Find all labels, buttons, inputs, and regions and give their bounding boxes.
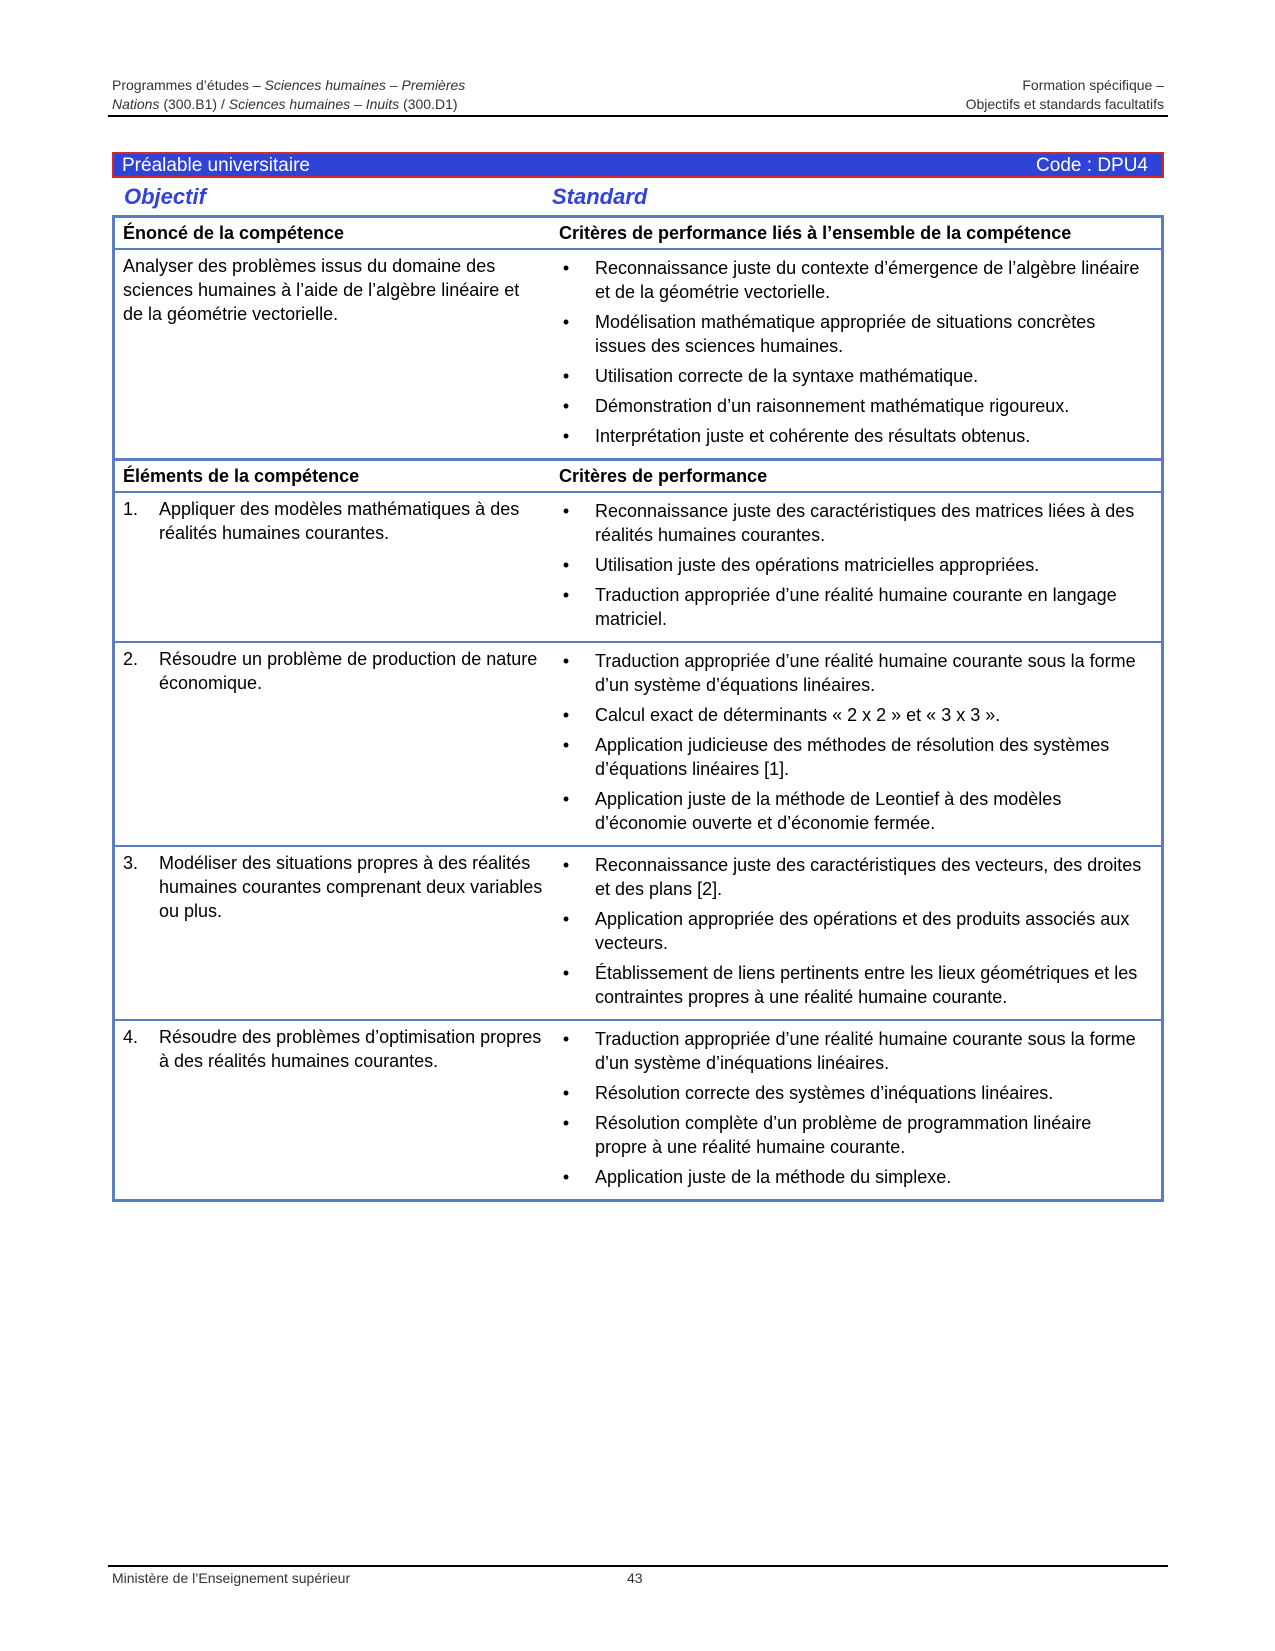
bullet-icon: •: [562, 855, 570, 875]
elements-table-body: [114, 492, 1163, 1201]
element-criteria-list: [559, 1027, 1147, 1189]
element-criteria-list: [559, 853, 1147, 1009]
header-divider: [108, 115, 1168, 117]
criterion-item: [559, 703, 1147, 727]
element-row: [114, 846, 1163, 1020]
global-criteria-header: Critères de performance liés à l’ensemble de la compétence: [551, 217, 1163, 250]
criterion-item: [559, 1081, 1147, 1105]
competence-statement: Analyser des problèmes issus du domaine des sciences humaines à l’aide de l’algèbre linéaire et de la géométrie vectorielle.: [114, 249, 552, 460]
element-row: [114, 642, 1163, 846]
criterion-item: [559, 853, 1147, 901]
code-label: Code :: [1036, 155, 1093, 176]
criterion-item: [559, 310, 1147, 358]
criterion-item: [559, 394, 1147, 418]
bullet-icon: •: [562, 396, 570, 416]
competence-statement-header: Énoncé de la compétence: [114, 217, 552, 250]
criterion-item: [559, 733, 1147, 781]
element-number: 3.: [123, 853, 139, 873]
header-left-line1: Programmes d’études – Sciences humaines – Premières: [112, 77, 466, 93]
element-text: Appliquer des modèles mathématiques à des réalités humaines courantes.: [159, 499, 520, 543]
bullet-icon: •: [562, 909, 570, 929]
criterion-text: Résolution correcte des systèmes d’inéquations linéaires.: [595, 1083, 1054, 1103]
header-right: [764, 76, 1164, 114]
elements-table: [112, 458, 1164, 1202]
element-statement: [123, 851, 543, 923]
bullet-icon: •: [562, 312, 570, 332]
criterion-item: [559, 424, 1147, 448]
footer-divider: [108, 1565, 1168, 1567]
bullet-icon: •: [562, 789, 570, 809]
bullet-icon: •: [562, 555, 570, 575]
criterion-text: Application appropriée des opérations et des produits associés aux vecteurs.: [595, 909, 1130, 953]
element-row: [114, 492, 1163, 642]
element-criteria-cell: [551, 1020, 1163, 1201]
element-criteria-list: [559, 649, 1147, 835]
criterion-item: [559, 583, 1147, 631]
element-row: [114, 1020, 1163, 1201]
criterion-item: [559, 1027, 1147, 1075]
criterion-item: [559, 553, 1147, 577]
criteria-header: Critères de performance: [551, 460, 1163, 493]
criterion-item: [559, 499, 1147, 547]
criterion-item: [559, 364, 1147, 388]
element-statement: [123, 1025, 543, 1073]
program-code: [1036, 155, 1148, 177]
element-text: Modéliser des situations propres à des réalités humaines courantes comprenant deux variables ou plus.: [159, 853, 543, 921]
bullet-icon: •: [562, 705, 570, 725]
criterion-item: [559, 649, 1147, 697]
criterion-text: Utilisation correcte de la syntaxe mathématique.: [595, 366, 979, 386]
criterion-item: [559, 1165, 1147, 1189]
bullet-icon: •: [562, 585, 570, 605]
section-headings: [112, 184, 1164, 212]
criterion-text: Calcul exact de déterminants « 2 x 2 » et « 3 x 3 ».: [595, 705, 1001, 725]
bullet-icon: •: [562, 258, 570, 278]
criterion-text: Reconnaissance juste du contexte d’émergence de l’algèbre linéaire et de la géométrie vectorielle.: [595, 258, 1140, 302]
bullet-icon: •: [562, 426, 570, 446]
header-right-line2: Objectifs et standards facultatifs: [965, 96, 1164, 112]
element-cell: [114, 492, 552, 642]
element-statement: [123, 497, 543, 545]
code-value: DPU4: [1097, 155, 1148, 176]
criterion-text: Démonstration d’un raisonnement mathématique rigoureux.: [595, 396, 1070, 416]
criterion-text: Reconnaissance juste des caractéristiques des vecteurs, des droites et des plans [2].: [595, 855, 1142, 899]
global-criteria-list: [559, 256, 1147, 448]
bullet-icon: •: [562, 1113, 570, 1133]
header-left-line2: Nations (300.B1) / Sciences humaines – Inuits (300.D1): [112, 96, 458, 112]
page-number: 43: [627, 1570, 643, 1586]
bullet-icon: •: [562, 1167, 570, 1187]
criterion-text: Traduction appropriée d’une réalité humaine courante en langage matriciel.: [595, 585, 1117, 629]
footer-ministry: Ministère de l’Enseignement supérieur: [112, 1570, 351, 1586]
criterion-item: [559, 907, 1147, 955]
element-cell: [114, 846, 552, 1020]
element-text: Résoudre des problèmes d’optimisation propres à des réalités humaines courantes.: [159, 1027, 542, 1071]
elements-header: Éléments de la compétence: [114, 460, 552, 493]
criterion-text: Modélisation mathématique appropriée de situations concrètes issues des sciences humaines.: [595, 312, 1096, 356]
criterion-item: [559, 256, 1147, 304]
elements-table-header: [114, 460, 1163, 493]
element-statement: [123, 647, 543, 695]
standard-heading: Standard: [552, 184, 648, 209]
bullet-icon: •: [562, 735, 570, 755]
criterion-text: Résolution complète d’un problème de programmation linéaire propre à une réalité humaine courante.: [595, 1113, 1092, 1157]
criterion-text: Reconnaissance juste des caractéristiques des matrices liées à des réalités humaines courantes.: [595, 501, 1135, 545]
criterion-text: Application juste de la méthode de Leontief à des modèles d’économie ouverte et d’économie fermée.: [595, 789, 1062, 833]
element-number: 2.: [123, 649, 139, 669]
criterion-text: Utilisation juste des opérations matricielles appropriées.: [595, 555, 1040, 575]
competence-table-header: [114, 217, 1163, 250]
criterion-text: Application judicieuse des méthodes de résolution des systèmes d’équations linéaires [1].: [595, 735, 1110, 779]
element-criteria-cell: [551, 492, 1163, 642]
bullet-icon: •: [562, 1083, 570, 1103]
header-right-line1: Formation spécifique –: [1022, 77, 1164, 93]
element-criteria-cell: [551, 642, 1163, 846]
criterion-item: [559, 961, 1147, 1009]
competence-row: [114, 249, 1163, 460]
criterion-item: [559, 1111, 1147, 1159]
program-title: Préalable universitaire: [122, 155, 310, 176]
bullet-icon: •: [562, 1029, 570, 1049]
bullet-icon: •: [562, 366, 570, 386]
criterion-text: Interprétation juste et cohérente des résultats obtenus.: [595, 426, 1031, 446]
header-left: [112, 76, 672, 114]
criterion-text: Établissement de liens pertinents entre les lieux géométriques et les contraintes propres à une réalité humaine courante.: [595, 963, 1138, 1007]
bullet-icon: •: [562, 501, 570, 521]
element-criteria-cell: [551, 846, 1163, 1020]
bullet-icon: •: [562, 963, 570, 983]
criterion-text: Application juste de la méthode du simplexe.: [595, 1167, 952, 1187]
element-number: 4.: [123, 1027, 139, 1047]
element-criteria-list: [559, 499, 1147, 631]
global-criteria-cell: [551, 249, 1163, 460]
element-number: 1.: [123, 499, 139, 519]
element-cell: [114, 642, 552, 846]
competence-table: [112, 215, 1164, 461]
criterion-item: [559, 787, 1147, 835]
element-text: Résoudre un problème de production de nature économique.: [159, 649, 538, 693]
criterion-text: Traduction appropriée d’une réalité humaine courante sous la forme d’un système d’inéquations linéaires.: [595, 1029, 1136, 1073]
objectif-heading: Objectif: [124, 184, 206, 209]
criterion-text: Traduction appropriée d’une réalité humaine courante sous la forme d’un système d’équations linéaires.: [595, 651, 1136, 695]
element-cell: [114, 1020, 552, 1201]
program-banner: [112, 152, 1164, 178]
bullet-icon: •: [562, 651, 570, 671]
